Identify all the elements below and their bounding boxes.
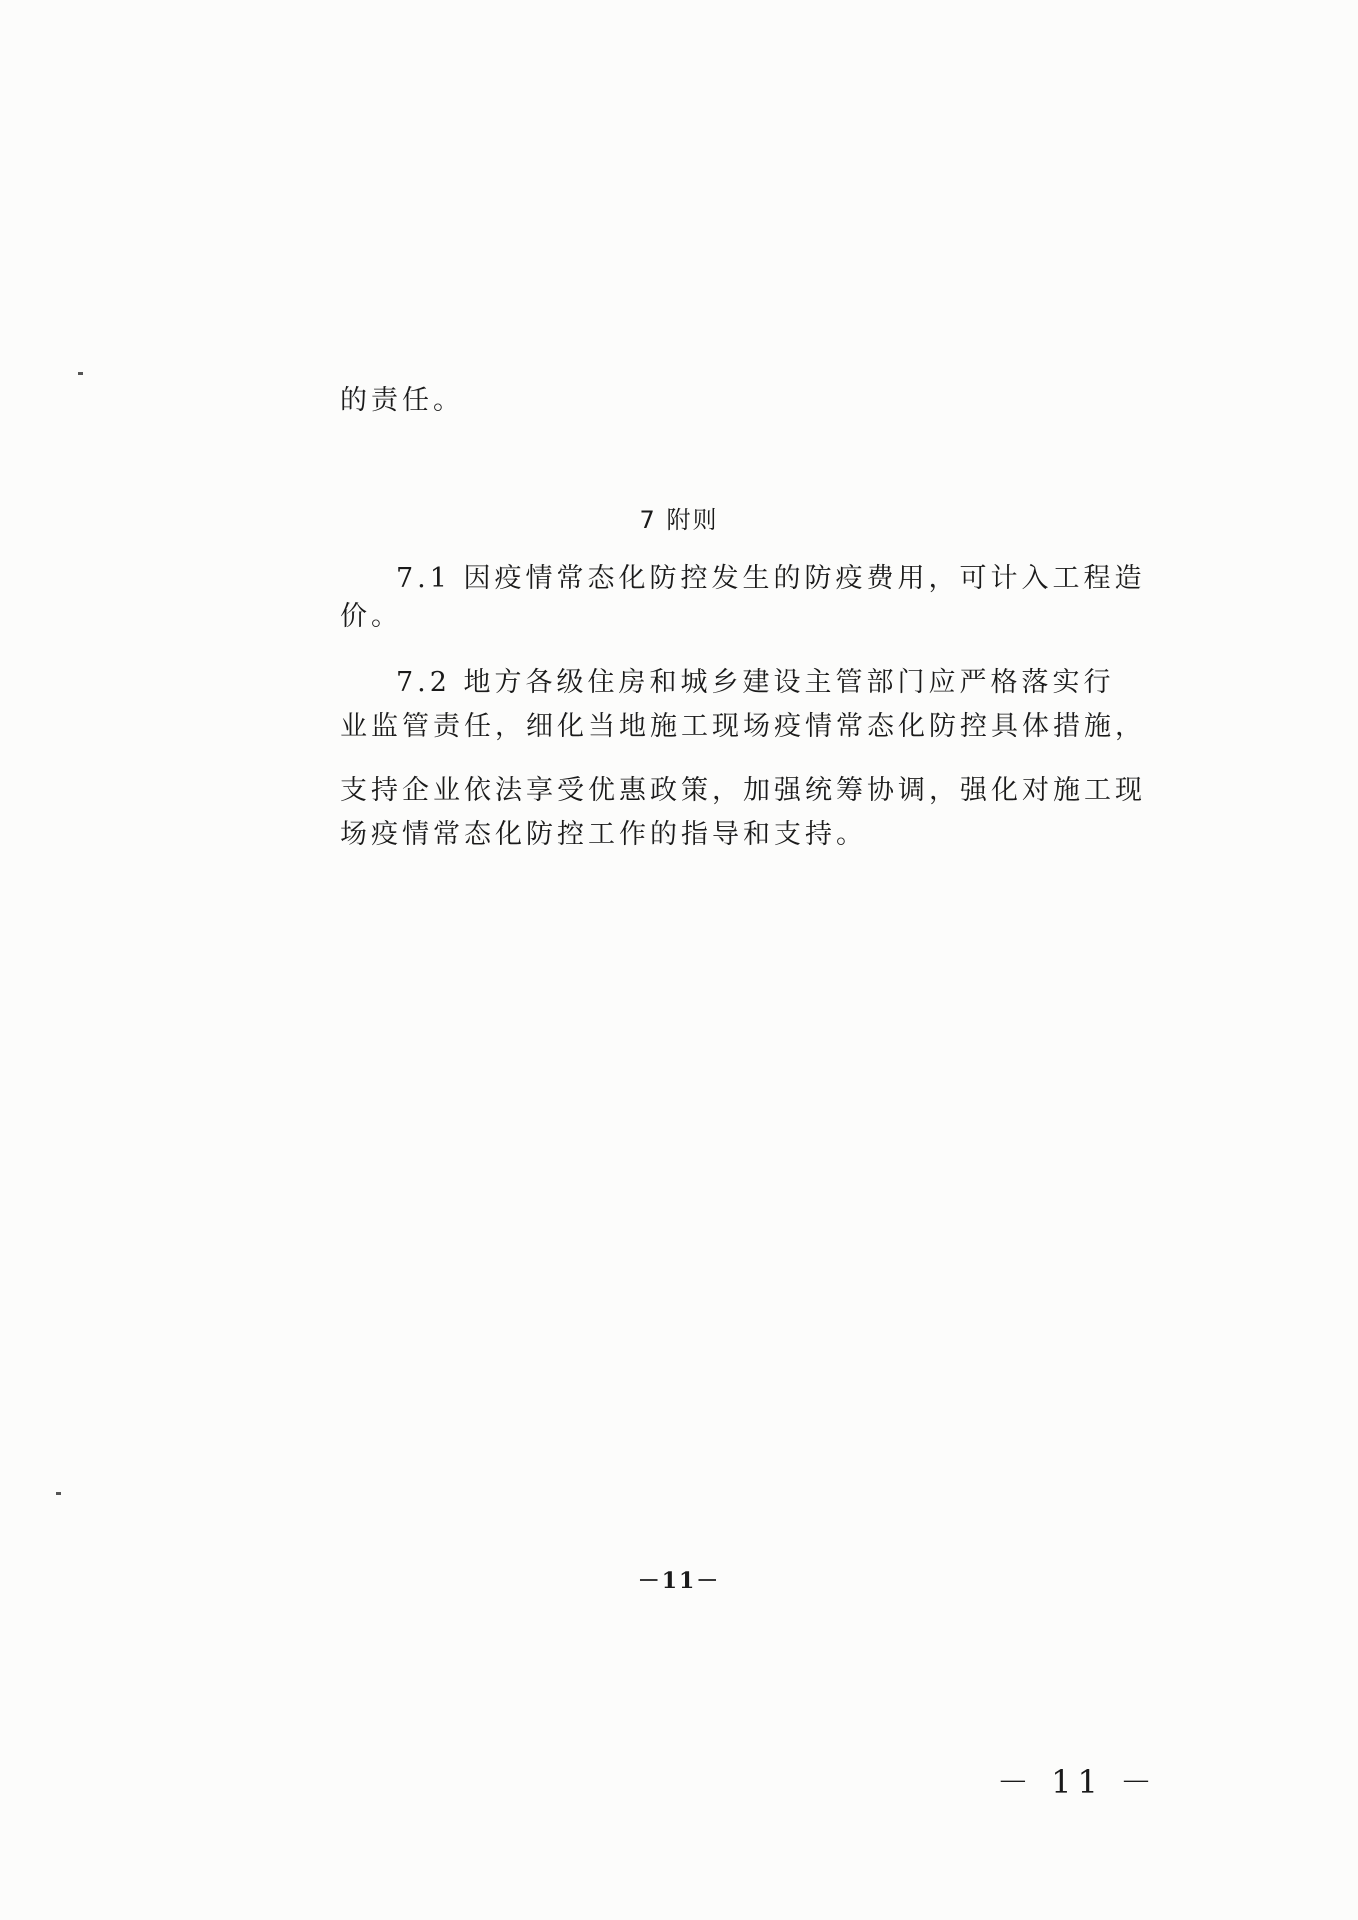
scan-mark: [78, 372, 83, 375]
para-7-2-line-3: 支持企业依法享受优惠政策，加强统筹协调，强化对施工现: [340, 775, 1146, 806]
scan-mark: [56, 1492, 61, 1495]
continuation-text: 的责任。: [340, 385, 464, 416]
para-7-2-line-4: 场疫情常态化防控工作的指导和支持。: [340, 819, 867, 850]
para-7-2-line-1: 7.2 地方各级住房和城乡建设主管部门应严格落实行: [396, 667, 1115, 698]
page-number-center: －11－: [637, 1568, 721, 1594]
para-7-1-line-2: 价。: [340, 601, 402, 632]
para-7-1-line-1: 7.1 因疫情常态化防控发生的防疫费用，可计入工程造: [396, 563, 1146, 594]
page-number-right: － 11 －: [996, 1763, 1158, 1801]
para-7-2-line-2: 业监管责任，细化当地施工现场疫情常态化防控具体措施，: [340, 711, 1146, 742]
section-heading: 7 附则: [639, 506, 719, 534]
